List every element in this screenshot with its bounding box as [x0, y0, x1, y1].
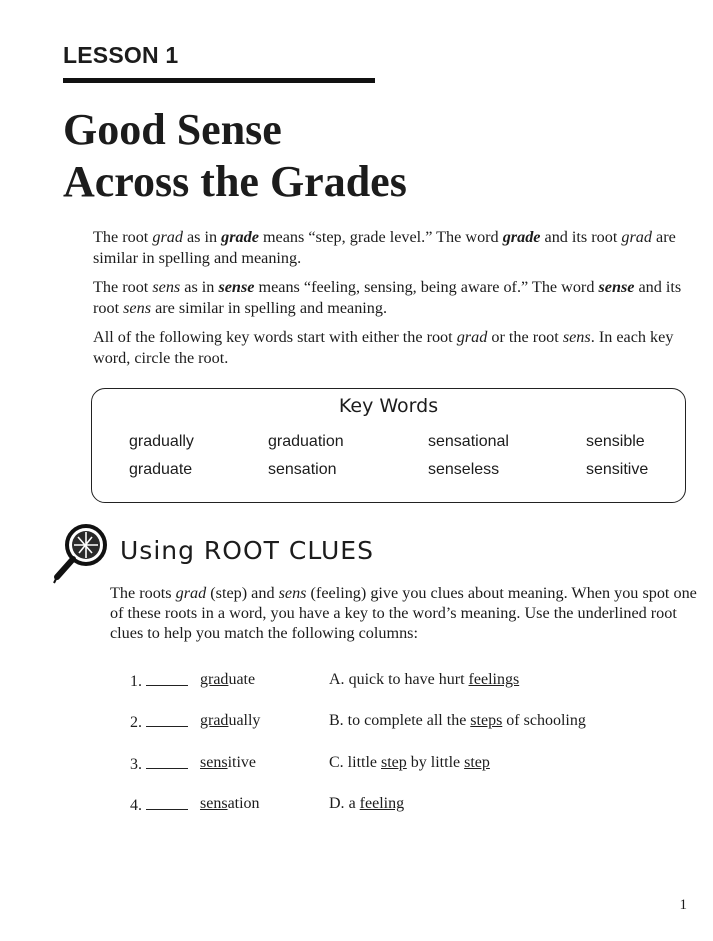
def-letter: B.	[329, 712, 344, 729]
answer-blank[interactable]	[146, 671, 188, 686]
text: are similar in spelling and meaning.	[151, 299, 388, 317]
lesson-label: LESSON 1	[63, 42, 179, 68]
text: a	[348, 795, 360, 812]
item-number: 3.	[130, 756, 142, 773]
text: are similar in spelling and meaning.	[93, 228, 676, 267]
item-number: 2.	[130, 714, 142, 731]
root-sens: sens	[152, 278, 181, 296]
text: as in	[182, 228, 222, 246]
text: The root	[93, 228, 153, 246]
text: quick to have hurt	[348, 671, 469, 688]
key-word: sensible	[586, 433, 645, 450]
root-sens: sens	[278, 584, 307, 602]
root-sens: sens	[123, 299, 152, 317]
key-word: graduation	[268, 433, 344, 450]
def-letter: C.	[329, 754, 344, 771]
root-clue: grad	[200, 671, 229, 688]
key-word: sensation	[268, 461, 337, 478]
match-word-4	[200, 795, 260, 813]
text: by little	[406, 754, 465, 771]
text: or the root	[487, 328, 563, 346]
root-clue: feeling	[359, 795, 405, 812]
text: and its root	[93, 278, 682, 317]
key-word: senseless	[428, 461, 500, 478]
root-clues-paragraph	[110, 583, 700, 643]
match-def-A	[329, 671, 519, 689]
root-clue: sens	[200, 754, 228, 771]
magnifying-glass-icon	[52, 521, 114, 587]
key-words-title: Key Words	[338, 395, 439, 417]
word-sense: sense	[218, 278, 255, 296]
match-def-D	[329, 795, 404, 813]
word-grade: grade	[221, 228, 259, 246]
root-clue: grad	[200, 712, 229, 729]
page-number: 1	[679, 897, 687, 913]
item-number: 4.	[130, 797, 142, 814]
word-rest: ation	[227, 795, 260, 812]
match-def-B	[329, 712, 586, 730]
text: (feeling) give you clues about meaning. When you spot one of these roots in a word, you have a key to the word’s meaning. Use the underlined root clues to help you match the following columns:	[110, 584, 697, 642]
answer-blank[interactable]	[146, 754, 188, 769]
root-grad: grad	[152, 228, 183, 246]
match-word-3	[200, 754, 256, 772]
match-word-1	[200, 671, 255, 689]
root-grad: grad	[621, 228, 652, 246]
text: The roots	[110, 584, 176, 602]
word-grade: grade	[502, 228, 541, 246]
title-line-1: Good Sense	[63, 105, 282, 154]
text: The root	[93, 278, 153, 296]
root-clue: steps	[470, 712, 503, 729]
match-word-2	[200, 712, 260, 730]
text: and its root	[540, 228, 622, 246]
answer-blank[interactable]	[146, 795, 188, 810]
text: means “step, grade level.” The word	[258, 228, 503, 246]
def-letter: D.	[329, 795, 345, 812]
header-rule	[63, 78, 375, 83]
word-rest: uate	[228, 671, 256, 688]
root-grad: grad	[456, 328, 488, 346]
root-sens: sens	[562, 328, 591, 346]
root-clue: feelings	[468, 671, 520, 688]
match-item-3	[130, 754, 188, 774]
intro-paragraph-3	[93, 327, 688, 369]
answer-blank[interactable]	[146, 712, 188, 727]
word-rest: itive	[227, 754, 256, 771]
text: means “feeling, sensing, being aware of.” The word	[254, 278, 599, 296]
key-word: graduate	[129, 461, 193, 478]
key-words-box	[91, 388, 686, 503]
def-letter: A.	[329, 671, 345, 688]
intro-paragraph-2	[93, 277, 688, 319]
item-number: 1.	[130, 673, 142, 690]
text: of schooling	[502, 712, 586, 729]
key-word: gradually	[129, 433, 194, 450]
root-clue: step	[464, 754, 490, 771]
root-clue: sens	[200, 795, 228, 812]
intro-paragraph-1	[93, 227, 688, 269]
root-clue: step	[381, 754, 407, 771]
word-sense: sense	[598, 278, 635, 296]
text: All of the following key words start with either the root	[93, 328, 457, 346]
key-word: sensational	[428, 433, 509, 450]
text: to complete all the	[347, 712, 471, 729]
word-rest: ually	[228, 712, 261, 729]
root-clues-heading: Using ROOT CLUES	[120, 536, 374, 565]
title-line-2: Across the Grades	[63, 157, 407, 206]
match-item-1	[130, 671, 188, 691]
text: little	[347, 754, 381, 771]
text: as in	[180, 278, 219, 296]
match-item-2	[130, 712, 188, 732]
key-word: sensitive	[586, 461, 649, 478]
text: (step) and	[206, 584, 279, 602]
root-grad: grad	[175, 584, 207, 602]
text: . In each key word, circle the root.	[93, 328, 674, 367]
match-def-C	[329, 754, 490, 772]
page-title	[63, 104, 407, 208]
match-item-4	[130, 795, 188, 815]
